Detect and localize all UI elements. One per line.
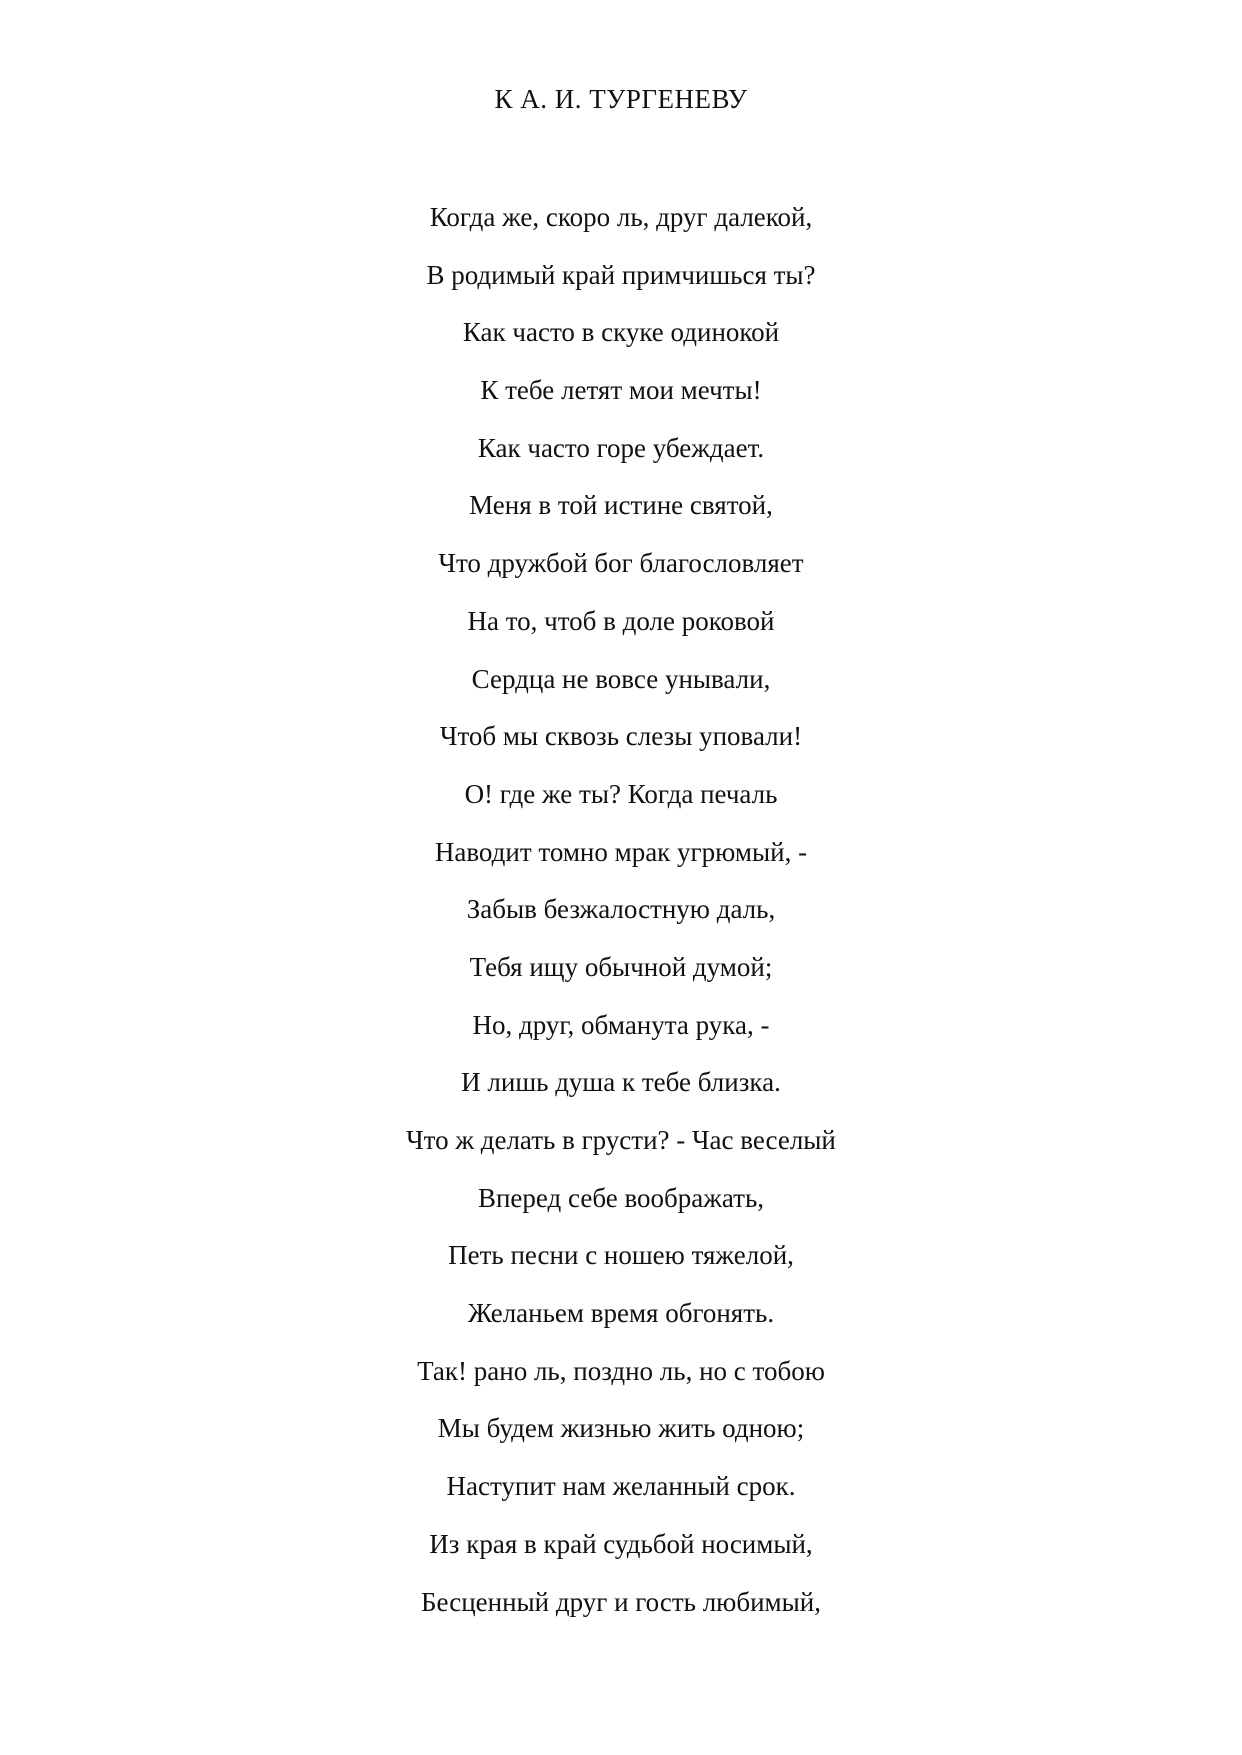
poem-line: Как часто в скуке одинокой bbox=[462, 317, 780, 348]
poem-line: Меня в той истине святой, bbox=[469, 490, 773, 521]
poem-line: В родимый край примчишься ты? bbox=[426, 259, 816, 290]
poem-line: Так! рано ль, поздно ль, но с тобою bbox=[417, 1355, 825, 1386]
poem-line: Как часто горе убеждает. bbox=[477, 432, 765, 463]
poem-line: Наводит томно мрак угрюмый, - bbox=[434, 836, 808, 867]
poem-line: Петь песни с ношею тяжелой, bbox=[448, 1240, 794, 1271]
poem-body bbox=[0, 199, 1242, 1641]
poem-line: Вперед себе воображать, bbox=[477, 1182, 765, 1213]
poem-line: Что ж делать в грусти? - Час веселый bbox=[406, 1125, 836, 1155]
poem-line: Что дружбой бог благословляет bbox=[438, 548, 804, 579]
poem-line: Но, друг, обманута рука, - bbox=[472, 1009, 770, 1040]
poem-line: Бесценный друг и гость любимый, bbox=[421, 1586, 821, 1617]
poem-line: Чтоб мы сквозь слезы уповали! bbox=[439, 721, 803, 752]
poem-line: Наступит нам желанный срок. bbox=[446, 1471, 796, 1502]
poem-line: Забыв безжалостную даль, bbox=[466, 894, 776, 925]
poem-line: О! где же ты? Когда печаль bbox=[464, 778, 778, 809]
poem-title: К А. И. ТУРГЕНЕВУ bbox=[494, 84, 748, 114]
poem-line: На то, чтоб в доле роковой bbox=[467, 605, 775, 636]
poem-line: Когда же, скоро ль, друг далекой, bbox=[429, 202, 813, 232]
poem-line: И лишь душа к тебе близка. bbox=[461, 1067, 781, 1098]
poem-line: Сердца не вовсе унывали, bbox=[471, 663, 771, 694]
poem-line: Из края в край судьбой носимый, bbox=[429, 1528, 813, 1559]
poem-line: Желаньем время обгонять. bbox=[467, 1298, 775, 1329]
poem-line: Тебя ищу обычной думой; bbox=[469, 951, 773, 982]
poem-line: К тебе летят мои мечты! bbox=[480, 375, 762, 406]
poem-line: Мы будем жизнью жить одною; bbox=[437, 1413, 805, 1444]
